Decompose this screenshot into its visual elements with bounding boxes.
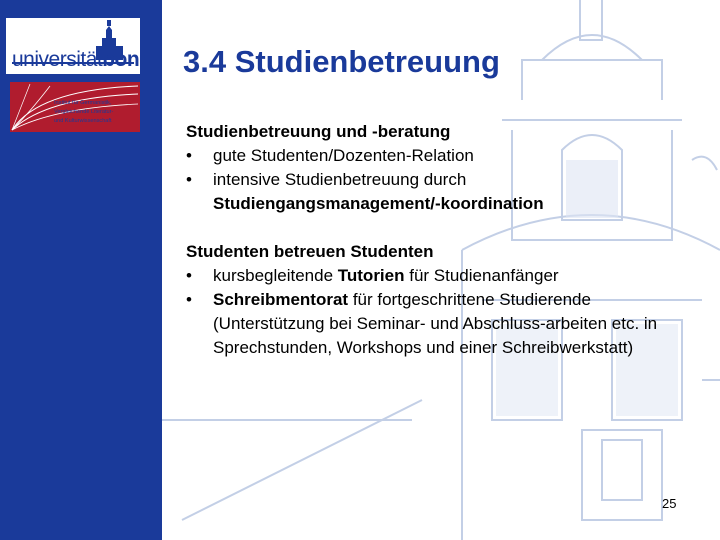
logo-wordmark: universitätbonn <box>12 48 152 71</box>
list-item <box>186 264 706 288</box>
list-item <box>186 144 706 168</box>
slide-content <box>186 120 706 360</box>
list-item-text: für Studienanfänger <box>404 266 559 285</box>
list-item <box>186 168 706 216</box>
list-item-text: kursbegleitende <box>213 266 338 285</box>
bullet: • <box>186 146 192 165</box>
slide-title: 3.4 Studienbetreuung <box>183 44 500 79</box>
sidebar <box>0 0 162 540</box>
page-number: 25 <box>662 496 677 511</box>
list-item-bold: Schreibmentorat <box>213 290 349 309</box>
list-item-text: intensive Studienbetreuung durch <box>213 170 467 189</box>
list-item-text: gute Studenten/Dozenten-Relation <box>213 146 474 165</box>
institute-logo <box>10 82 140 132</box>
university-logo <box>6 18 152 74</box>
list-item-text-bold: Studiengangsmanagement/-koordination <box>213 194 544 213</box>
institute-name: Institut für Germanistik, Vergleichende Literatur- und Kulturwissenschaft <box>54 100 114 124</box>
bullet: • <box>186 290 192 309</box>
section-heading: Studienbetreuung und -beratung <box>186 122 451 141</box>
list-item-text: für fortgeschrittene Studierende (Unterstützung bei Seminar- und Abschluss-arbeiten etc. in Sprechstunden, Workshops und einer Schreibwerkstatt) <box>213 290 658 357</box>
bullet: • <box>186 266 192 285</box>
bullet: • <box>186 170 192 189</box>
list-item <box>186 288 706 360</box>
section-heading: Studenten betreuen Studenten <box>186 242 434 261</box>
list-item-bold: Tutorien <box>337 266 405 285</box>
